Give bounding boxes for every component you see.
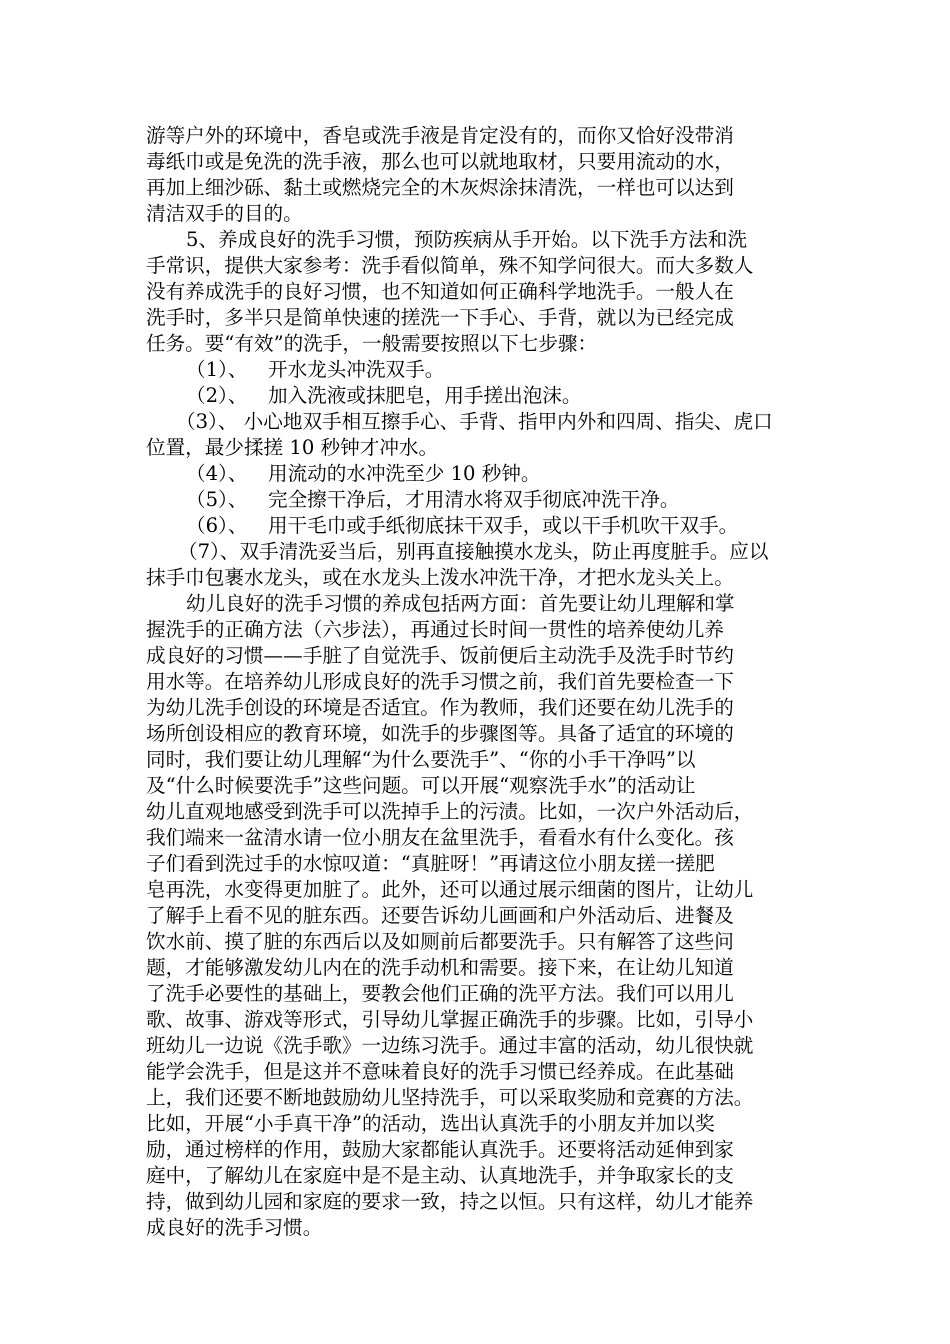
text-line: 皂再洗，水变得更加脏了。此外，还可以通过展示细菌的图片，让幼儿 [146, 878, 754, 901]
paragraph-child-habits [146, 591, 826, 1241]
step-3-line-2: 位置，最少揉搓 10 秒钟才冲水。 [146, 436, 439, 459]
step-6 [146, 513, 826, 539]
text-line: 毒纸巾或是免洗的洗手液，那么也可以就地取材，只要用流动的水， [146, 150, 734, 173]
step-3-line-1: （3）、 小心地双手相互擦手心、手背、指甲内外和四周、指尖、虎口 [176, 410, 773, 433]
text-line: 用水等。在培养幼儿形成良好的洗手习惯之前，我们首先要检查一下 [146, 670, 734, 693]
step-number: （1）、 [186, 358, 248, 381]
text-line: 洗手时，多半只是简单快速的搓洗一下手心、手背，就以为已经完成 [146, 306, 734, 329]
paragraph-handwashing-habit [146, 227, 826, 357]
text-line: 及“什么时候要洗手”这些问题。可以开展“观察洗手水”的活动让 [146, 774, 696, 797]
text-line: 持，做到幼儿园和家庭的要求一致，持之以恒。只有这样，幼儿才能养 [146, 1190, 754, 1213]
text-line: 了洗手必要性的基础上，要教会他们正确的洗平方法。我们可以用儿 [146, 982, 734, 1005]
text-line: 班幼儿一边说《洗手歌》一边练习洗手。通过丰富的活动，幼儿很快就 [146, 1034, 754, 1057]
step-number: （5）、 [186, 488, 248, 511]
text-line: 游等户外的环境中，香皂或洗手液是肯定没有的，而你又恰好没带消 [146, 124, 734, 147]
text-line: 上，我们还要不断地鼓励幼儿坚持洗手，可以采取奖励和竞赛的方法。 [146, 1086, 754, 1109]
text-line: 励，通过榜样的作用，鼓励大家都能认真洗手。还要将活动延伸到家 [146, 1138, 734, 1161]
text-line: 我们端来一盆清水请一位小朋友在盆里洗手，看看水有什么变化。孩 [146, 826, 734, 849]
text-line: 了解手上看不见的脏东西。还要告诉幼儿画画和户外活动后、进餐及 [146, 904, 734, 927]
text-line: 题，才能够激发幼儿内在的洗手动机和需要。接下来，在让幼儿知道 [146, 956, 734, 979]
text-line: 清洁双手的目的。 [146, 202, 303, 225]
step-text: 完全擦干净后，才用清水将双手彻底冲洗干净。 [268, 488, 680, 511]
document-page [146, 123, 826, 1241]
step-2 [146, 383, 826, 409]
step-4 [146, 461, 826, 487]
step-number: （6）、 [186, 514, 248, 537]
step-1 [146, 357, 826, 383]
text-line: 能学会洗手，但是这并不意味着良好的洗手习惯已经养成。在此基础 [146, 1060, 734, 1083]
step-7-line-1: （7）、双手清洗妥当后，别再直接触摸水龙头，防止再度脏手。应以 [178, 540, 769, 563]
text-line: 同时，我们要让幼儿理解“为什么要洗手”、“你的小手干净吗”以 [146, 748, 696, 771]
text-line: 幼儿直观地感受到洗手可以洗掉手上的污渍。比如，一次户外活动后， [146, 800, 754, 823]
text-line: 没有养成洗手的良好习惯，也不知道如何正确科学地洗手。一般人在 [146, 280, 734, 303]
step-text: 加入洗液或抹肥皂，用手搓出泡沫。 [268, 384, 582, 407]
step-text: 开水龙头冲洗双手。 [268, 358, 445, 381]
paragraph-outdoor-cleaning [146, 123, 826, 227]
text-line: 子们看到洗过手的水惊叹道：“真脏呀！”再请这位小朋友搓一搓肥 [146, 852, 715, 875]
text-line: 任务。要“有效”的洗手，一般需要按照以下七步骤： [146, 332, 598, 355]
step-number: （4）、 [186, 462, 248, 485]
text-line: 再加上细沙砾、黏土或燃烧完全的木灰烬涂抹清洗，一样也可以达到 [146, 176, 734, 199]
text-line: 歌、故事、游戏等形式，引导幼儿掌握正确洗手的步骤。比如，引导小 [146, 1008, 754, 1031]
text-line: 幼儿良好的洗手习惯的养成包括两方面：首先要让幼儿理解和掌 [186, 592, 735, 615]
step-text: 用流动的水冲洗至少 10 秒钟。 [268, 462, 541, 485]
step-number: （2）、 [186, 384, 248, 407]
text-line: 成良好的洗手习惯。 [146, 1216, 323, 1239]
text-line: 饮水前、摸了脏的东西后以及如厕前后都要洗手。只有解答了这些问 [146, 930, 734, 953]
text-line: 庭中，了解幼儿在家庭中是不是主动、认真地洗手，并争取家长的支 [146, 1164, 734, 1187]
step-text: 用干毛巾或手纸彻底抹干双手，或以干手机吹干双手。 [268, 514, 739, 537]
text-line: 成良好的习惯——手脏了自觉洗手、饭前便后主动洗手及洗手时节约 [146, 644, 734, 667]
steps-list [146, 357, 826, 591]
text-line: 场所创设相应的教育环境，如洗手的步骤图等。具备了适宜的环境的 [146, 722, 734, 745]
text-line: 握洗手的正确方法（六步法），再通过长时间一贯性的培养使幼儿养 [146, 618, 725, 641]
text-line: 比如，开展“小手真干净”的活动，选出认真洗手的小朋友并加以奖 [146, 1112, 715, 1135]
text-line: 5、养成良好的洗手习惯，预防疾病从手开始。以下洗手方法和洗 [186, 228, 748, 251]
text-line: 为幼儿洗手创设的环境是否适宜。作为教师，我们还要在幼儿洗手的 [146, 696, 734, 719]
step-7-line-2: 抹手巾包裹水龙头，或在水龙头上泼水冲洗干净，才把水龙头关上。 [146, 566, 734, 589]
text-line: 手常识，提供大家参考：洗手看似简单，殊不知学问很大。而大多数人 [146, 254, 754, 277]
step-5 [146, 487, 826, 513]
